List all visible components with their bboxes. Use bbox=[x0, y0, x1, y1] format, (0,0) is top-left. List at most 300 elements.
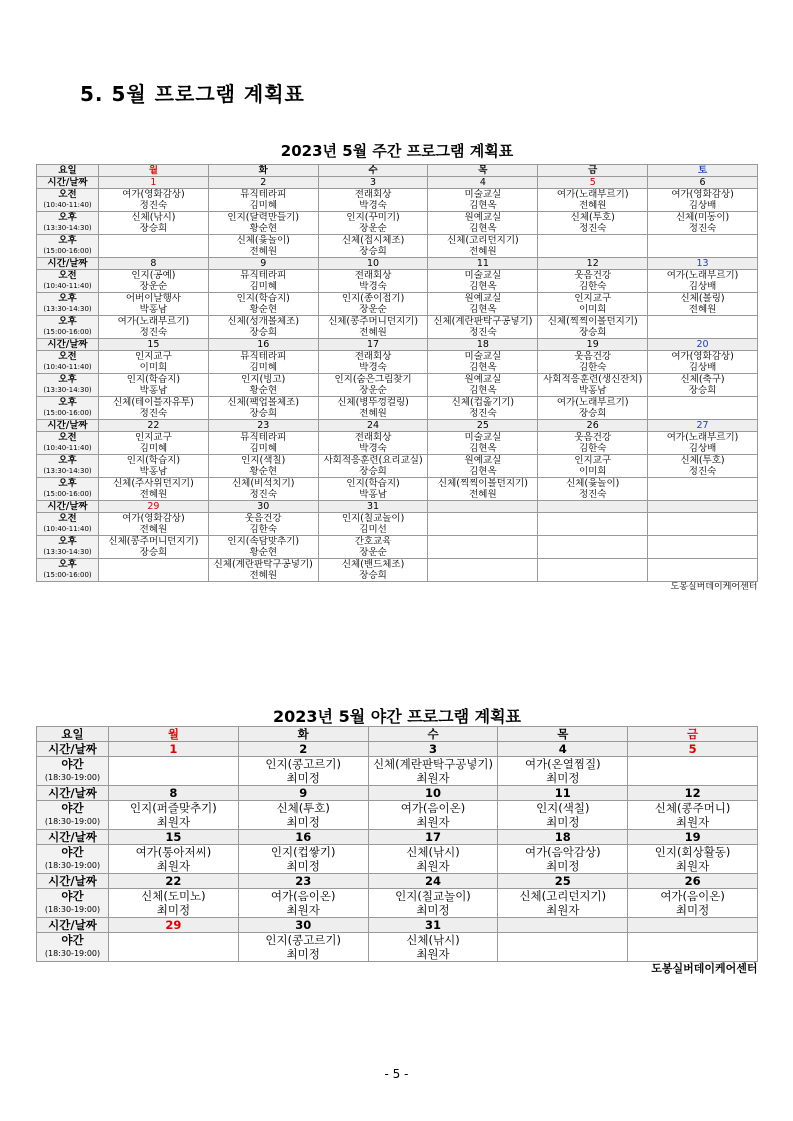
program-name: 여가(노래부르기) bbox=[648, 432, 758, 444]
program-row bbox=[37, 212, 758, 224]
staff-name: 김현옥 bbox=[428, 223, 538, 235]
staff-row bbox=[37, 859, 758, 874]
program-name: 인지(달력만들기) bbox=[208, 212, 318, 224]
program-name: 원예교실 bbox=[428, 455, 538, 467]
program-name bbox=[628, 933, 758, 948]
slot-label: 오후 bbox=[37, 478, 99, 490]
staff-row bbox=[37, 570, 758, 582]
slot-label: 야간 bbox=[37, 845, 109, 860]
staff-name: 장승희 bbox=[318, 570, 428, 582]
staff-name: 전혜원 bbox=[318, 408, 428, 420]
program-name bbox=[648, 536, 758, 548]
staff-row bbox=[37, 771, 758, 786]
staff-name bbox=[538, 547, 648, 559]
date-cell: 23 bbox=[238, 874, 368, 889]
staff-name: 최미정 bbox=[238, 859, 368, 874]
program-name: 신체(투호) bbox=[648, 455, 758, 467]
date-row-label: 시간/날짜 bbox=[37, 874, 109, 889]
program-name: 인지교구 bbox=[538, 293, 648, 305]
day-program-table bbox=[36, 164, 758, 593]
staff-name: 김현옥 bbox=[428, 200, 538, 212]
program-row bbox=[37, 316, 758, 328]
staff-name bbox=[538, 246, 648, 258]
staff-name: 박홍남 bbox=[99, 304, 209, 316]
slot-time: (13:30-14:30) bbox=[37, 547, 99, 559]
staff-name: 황순현 bbox=[208, 304, 318, 316]
slot-label: 오후 bbox=[37, 212, 99, 224]
staff-name: 최원자 bbox=[109, 859, 239, 874]
program-name: 미술교실 bbox=[428, 351, 538, 363]
staff-name: 전혜원 bbox=[428, 246, 538, 258]
slot-time: (15:00-16:00) bbox=[37, 327, 99, 339]
date-cell: 11 bbox=[428, 258, 538, 270]
program-row bbox=[37, 478, 758, 490]
slot-label: 오후 bbox=[37, 316, 99, 328]
program-row bbox=[37, 432, 758, 444]
date-cell: 23 bbox=[208, 420, 318, 432]
staff-name: 장승희 bbox=[648, 385, 758, 397]
program-name bbox=[99, 235, 209, 247]
date-row bbox=[37, 742, 758, 757]
date-cell: 6 bbox=[648, 177, 758, 189]
program-row bbox=[37, 757, 758, 772]
staff-name: 정진숙 bbox=[99, 200, 209, 212]
program-name: 여가(온열찜질) bbox=[498, 757, 628, 772]
staff-name: 최미정 bbox=[109, 903, 239, 918]
staff-name bbox=[648, 246, 758, 258]
date-cell: 1 bbox=[109, 742, 239, 757]
staff-name: 장승희 bbox=[208, 327, 318, 339]
date-cell: 4 bbox=[428, 177, 538, 189]
staff-name bbox=[109, 771, 239, 786]
date-row-label: 시간/날짜 bbox=[37, 501, 99, 513]
slot-label: 오후 bbox=[37, 536, 99, 548]
staff-name: 김미혜 bbox=[208, 362, 318, 374]
program-name: 여가(노래부르기) bbox=[99, 316, 209, 328]
staff-row bbox=[37, 903, 758, 918]
program-row bbox=[37, 351, 758, 363]
date-row-label: 시간/날짜 bbox=[37, 420, 99, 432]
program-name: 미술교실 bbox=[428, 189, 538, 201]
date-cell: 8 bbox=[109, 786, 239, 801]
program-name: 신체(투호) bbox=[538, 212, 648, 224]
program-name: 여가(노래부르기) bbox=[538, 397, 648, 409]
date-cell: 18 bbox=[498, 830, 628, 845]
staff-name: 이미희 bbox=[538, 304, 648, 316]
program-name bbox=[648, 316, 758, 328]
staff-name: 장운순 bbox=[318, 223, 428, 235]
staff-name bbox=[109, 947, 239, 962]
program-name: 신체(윷놀이) bbox=[208, 235, 318, 247]
staff-name: 정진숙 bbox=[428, 408, 538, 420]
staff-name: 장승희 bbox=[538, 408, 648, 420]
program-name: 신체(밴드체조) bbox=[318, 559, 428, 571]
night-table-title: 2023년 5월 야간 프로그램 계획표 bbox=[273, 707, 521, 726]
slot-time: (18:30-19:00) bbox=[37, 903, 109, 918]
date-cell: 15 bbox=[99, 339, 209, 351]
program-name: 인지(학습지) bbox=[99, 374, 209, 386]
date-cell: 15 bbox=[109, 830, 239, 845]
program-name: 신체(계란판탁구공넣기) bbox=[428, 316, 538, 328]
slot-time: (10:40-11:40) bbox=[37, 281, 99, 293]
staff-row bbox=[37, 362, 758, 374]
program-name bbox=[628, 757, 758, 772]
staff-row bbox=[37, 524, 758, 536]
program-name bbox=[428, 559, 538, 571]
staff-name: 정진숙 bbox=[428, 327, 538, 339]
date-row bbox=[37, 918, 758, 933]
date-cell: 18 bbox=[428, 339, 538, 351]
slot-time: (15:00-16:00) bbox=[37, 489, 99, 501]
program-name: 여가(영화감상) bbox=[99, 189, 209, 201]
date-cell: 30 bbox=[208, 501, 318, 513]
weekday-header: 화 bbox=[238, 727, 368, 742]
date-row-label: 시간/날짜 bbox=[37, 339, 99, 351]
staff-name: 김한숙 bbox=[538, 362, 648, 374]
program-name: 인지(공예) bbox=[99, 270, 209, 282]
staff-name bbox=[628, 771, 758, 786]
slot-time: (18:30-19:00) bbox=[37, 859, 109, 874]
program-name: 신체(찍찍이볼던지기) bbox=[428, 478, 538, 490]
staff-row bbox=[37, 408, 758, 420]
staff-row bbox=[37, 304, 758, 316]
program-name: 여가(음이온) bbox=[628, 889, 758, 904]
page-number: - 5 - bbox=[384, 1067, 409, 1081]
staff-name: 박홍남 bbox=[318, 489, 428, 501]
staff-name: 최미정 bbox=[628, 903, 758, 918]
program-name: 미술교실 bbox=[428, 432, 538, 444]
program-name: 인지(회상활동) bbox=[628, 845, 758, 860]
program-name bbox=[648, 559, 758, 571]
slot-time: (15:00-16:00) bbox=[37, 408, 99, 420]
date-cell: 10 bbox=[368, 786, 498, 801]
date-row-label: 시간/날짜 bbox=[37, 742, 109, 757]
slot-time: (15:00-16:00) bbox=[37, 246, 99, 258]
weekday-header: 금 bbox=[538, 165, 648, 177]
staff-name: 최미정 bbox=[498, 771, 628, 786]
program-name: 인지(속담맞추기) bbox=[208, 536, 318, 548]
staff-name: 김현옥 bbox=[428, 466, 538, 478]
program-name: 웃음건강 bbox=[538, 432, 648, 444]
program-name: 뮤직테라피 bbox=[208, 432, 318, 444]
weekday-header-row bbox=[37, 727, 758, 742]
slot-label: 오전 bbox=[37, 513, 99, 525]
date-cell: 2 bbox=[238, 742, 368, 757]
staff-name: 이미희 bbox=[538, 466, 648, 478]
program-name: 신체(투호) bbox=[238, 801, 368, 816]
weekday-header: 목 bbox=[498, 727, 628, 742]
date-row bbox=[37, 501, 758, 513]
date-row bbox=[37, 786, 758, 801]
staff-name: 김미혜 bbox=[208, 443, 318, 455]
staff-name: 정진숙 bbox=[208, 489, 318, 501]
staff-name: 황순현 bbox=[208, 466, 318, 478]
date-cell: 8 bbox=[99, 258, 209, 270]
staff-name: 최미정 bbox=[498, 815, 628, 830]
date-cell: 11 bbox=[498, 786, 628, 801]
staff-row bbox=[37, 200, 758, 212]
program-name: 신체(축구) bbox=[648, 374, 758, 386]
program-name: 인지(학습지) bbox=[318, 478, 428, 490]
staff-name bbox=[498, 947, 628, 962]
footer-row bbox=[37, 962, 758, 977]
staff-name: 황순현 bbox=[208, 547, 318, 559]
program-name bbox=[648, 235, 758, 247]
program-name: 신체(고리던지기) bbox=[498, 889, 628, 904]
program-name: 인지(색칠) bbox=[498, 801, 628, 816]
program-name: 신체(볼링) bbox=[648, 293, 758, 305]
weekday-header: 토 bbox=[648, 165, 758, 177]
weekday-header: 수 bbox=[318, 165, 428, 177]
program-row bbox=[37, 889, 758, 904]
date-cell: 5 bbox=[538, 177, 648, 189]
date-row bbox=[37, 339, 758, 351]
staff-name: 김미혜 bbox=[208, 200, 318, 212]
date-cell: 26 bbox=[628, 874, 758, 889]
staff-row bbox=[37, 246, 758, 258]
program-name: 전래회상 bbox=[318, 270, 428, 282]
slot-label: 오후 bbox=[37, 374, 99, 386]
staff-row bbox=[37, 489, 758, 501]
staff-name bbox=[648, 408, 758, 420]
date-cell: 19 bbox=[628, 830, 758, 845]
program-name: 인지(꾸미기) bbox=[318, 212, 428, 224]
date-row-label: 시간/날짜 bbox=[37, 177, 99, 189]
staff-name: 최원자 bbox=[368, 947, 498, 962]
slot-label: 오전 bbox=[37, 351, 99, 363]
program-name: 인지(칠교놀이) bbox=[368, 889, 498, 904]
program-name bbox=[498, 933, 628, 948]
date-cell: 17 bbox=[368, 830, 498, 845]
staff-name bbox=[428, 570, 538, 582]
program-name: 신체(낚시) bbox=[368, 845, 498, 860]
program-name: 전래회상 bbox=[318, 432, 428, 444]
staff-name: 최원자 bbox=[109, 815, 239, 830]
date-cell: 9 bbox=[238, 786, 368, 801]
slot-label: 오전 bbox=[37, 270, 99, 282]
staff-name bbox=[538, 570, 648, 582]
staff-name: 장승희 bbox=[99, 223, 209, 235]
staff-name: 박경숙 bbox=[318, 200, 428, 212]
staff-name: 전혜원 bbox=[99, 524, 209, 536]
staff-name: 최미정 bbox=[238, 771, 368, 786]
staff-name bbox=[428, 524, 538, 536]
staff-name: 전혜원 bbox=[648, 304, 758, 316]
staff-name bbox=[648, 547, 758, 559]
staff-name: 전혜원 bbox=[538, 200, 648, 212]
slot-time: (10:40-11:40) bbox=[37, 200, 99, 212]
date-cell: 24 bbox=[368, 874, 498, 889]
staff-name: 박홍남 bbox=[99, 385, 209, 397]
staff-name: 김미혜 bbox=[208, 281, 318, 293]
program-name: 신체(도미노) bbox=[109, 889, 239, 904]
program-name: 인지(학습지) bbox=[208, 293, 318, 305]
date-cell: 9 bbox=[208, 258, 318, 270]
slot-label: 오후 bbox=[37, 397, 99, 409]
date-cell bbox=[428, 501, 538, 513]
program-name: 어버이날행사 bbox=[99, 293, 209, 305]
program-name bbox=[648, 513, 758, 525]
slot-time: (18:30-19:00) bbox=[37, 947, 109, 962]
staff-name: 전혜원 bbox=[99, 489, 209, 501]
staff-name: 김미혜 bbox=[99, 443, 209, 455]
program-row bbox=[37, 455, 758, 467]
staff-name bbox=[648, 327, 758, 339]
weekday-header: 수 bbox=[368, 727, 498, 742]
program-name: 신체(찍찍이볼던지기) bbox=[538, 316, 648, 328]
staff-name: 전혜원 bbox=[208, 570, 318, 582]
date-cell: 22 bbox=[109, 874, 239, 889]
staff-name: 장승희 bbox=[208, 408, 318, 420]
date-cell: 27 bbox=[648, 420, 758, 432]
staff-row bbox=[37, 947, 758, 962]
program-name: 전래회상 bbox=[318, 351, 428, 363]
staff-name: 장승희 bbox=[538, 327, 648, 339]
program-name: 신체(콩주머니던지기) bbox=[99, 536, 209, 548]
program-name bbox=[648, 478, 758, 490]
program-name: 여가(노래부르기) bbox=[538, 189, 648, 201]
slot-time: (10:40-11:40) bbox=[37, 443, 99, 455]
staff-name: 김현옥 bbox=[428, 443, 538, 455]
date-cell: 31 bbox=[368, 918, 498, 933]
center-name: 도봉실버데이케어센터 bbox=[670, 582, 758, 592]
date-cell: 29 bbox=[109, 918, 239, 933]
staff-name: 박경숙 bbox=[318, 281, 428, 293]
program-row bbox=[37, 293, 758, 305]
staff-name: 황순현 bbox=[208, 223, 318, 235]
staff-name bbox=[428, 547, 538, 559]
date-cell: 19 bbox=[538, 339, 648, 351]
section-heading: 5. 5월 프로그램 계획표 bbox=[80, 82, 305, 106]
program-name: 인지(숨은그림찾기 bbox=[318, 374, 428, 386]
date-row-label: 시간/날짜 bbox=[37, 786, 109, 801]
slot-time: (10:40-11:40) bbox=[37, 524, 99, 536]
staff-name: 김한숙 bbox=[538, 281, 648, 293]
date-cell: 31 bbox=[318, 501, 428, 513]
program-name: 뮤직테라피 bbox=[208, 270, 318, 282]
date-cell: 16 bbox=[208, 339, 318, 351]
staff-name: 전혜원 bbox=[428, 489, 538, 501]
program-name: 신체(비석치기) bbox=[208, 478, 318, 490]
staff-name: 최원자 bbox=[628, 859, 758, 874]
staff-name: 최원자 bbox=[628, 815, 758, 830]
program-name: 신체(윷놀이) bbox=[538, 478, 648, 490]
date-cell: 25 bbox=[498, 874, 628, 889]
slot-label: 야간 bbox=[37, 757, 109, 772]
staff-name bbox=[648, 570, 758, 582]
program-name: 신체(낚시) bbox=[99, 212, 209, 224]
date-row bbox=[37, 177, 758, 189]
staff-row bbox=[37, 327, 758, 339]
slot-label: 오전 bbox=[37, 432, 99, 444]
staff-name: 최미정 bbox=[238, 815, 368, 830]
staff-name bbox=[648, 489, 758, 501]
staff-name: 김상배 bbox=[648, 281, 758, 293]
date-row bbox=[37, 830, 758, 845]
staff-name: 박홍남 bbox=[538, 385, 648, 397]
program-name: 신체(팩업볼체조) bbox=[208, 397, 318, 409]
program-name: 여가(음이온) bbox=[238, 889, 368, 904]
program-name: 여가(영화감상) bbox=[99, 513, 209, 525]
date-cell: 13 bbox=[648, 258, 758, 270]
date-cell: 4 bbox=[498, 742, 628, 757]
program-name: 뮤직테라피 bbox=[208, 351, 318, 363]
program-name: 신체(콩주머니던지기) bbox=[318, 316, 428, 328]
program-name: 웃음건강 bbox=[208, 513, 318, 525]
program-name: 신체(주사위던지기) bbox=[99, 478, 209, 490]
staff-name: 김한숙 bbox=[538, 443, 648, 455]
program-row bbox=[37, 374, 758, 386]
program-name bbox=[538, 513, 648, 525]
program-name bbox=[109, 757, 239, 772]
program-name: 인지(칠교놀이) bbox=[318, 513, 428, 525]
staff-name: 최원자 bbox=[498, 903, 628, 918]
weekday-header: 월 bbox=[99, 165, 209, 177]
staff-row bbox=[37, 443, 758, 455]
program-name: 뮤직테라피 bbox=[208, 189, 318, 201]
program-name bbox=[109, 933, 239, 948]
date-cell bbox=[628, 918, 758, 933]
slot-label: 오후 bbox=[37, 559, 99, 571]
slot-label: 오후 bbox=[37, 455, 99, 467]
date-cell: 2 bbox=[208, 177, 318, 189]
program-name: 여가(음악감상) bbox=[498, 845, 628, 860]
program-name: 원예교실 bbox=[428, 293, 538, 305]
slot-time: (13:30-14:30) bbox=[37, 304, 99, 316]
staff-row bbox=[37, 547, 758, 559]
program-name bbox=[428, 536, 538, 548]
slot-label: 야간 bbox=[37, 933, 109, 948]
program-name: 신체(고리던지기) bbox=[428, 235, 538, 247]
footer-row bbox=[37, 582, 758, 594]
program-name: 신체(계란판탁구공넣기) bbox=[368, 757, 498, 772]
staff-name: 최원자 bbox=[368, 771, 498, 786]
date-cell: 12 bbox=[538, 258, 648, 270]
program-name: 여가(음이온) bbox=[368, 801, 498, 816]
staff-row bbox=[37, 815, 758, 830]
staff-name: 최원자 bbox=[238, 903, 368, 918]
program-name: 인지(학습지) bbox=[99, 455, 209, 467]
staff-name: 정진숙 bbox=[538, 223, 648, 235]
program-name: 신체(테이블자유투) bbox=[99, 397, 209, 409]
program-name: 원예교실 bbox=[428, 374, 538, 386]
staff-name: 김현옥 bbox=[428, 362, 538, 374]
program-name: 신체(미동이) bbox=[648, 212, 758, 224]
slot-label: 야간 bbox=[37, 889, 109, 904]
program-name: 신체(접시체조) bbox=[318, 235, 428, 247]
slot-time: (10:40-11:40) bbox=[37, 362, 99, 374]
program-name: 사회적응훈련(요리교실) bbox=[318, 455, 428, 467]
staff-name: 김현옥 bbox=[428, 304, 538, 316]
date-cell bbox=[498, 918, 628, 933]
staff-name: 최미정 bbox=[498, 859, 628, 874]
date-cell: 25 bbox=[428, 420, 538, 432]
staff-name: 김상배 bbox=[648, 200, 758, 212]
date-row bbox=[37, 258, 758, 270]
program-name bbox=[648, 397, 758, 409]
staff-name: 정진숙 bbox=[99, 327, 209, 339]
staff-name: 박홍남 bbox=[99, 466, 209, 478]
program-name: 여가(영화감상) bbox=[648, 351, 758, 363]
program-name: 인지교구 bbox=[538, 455, 648, 467]
weekday-header-label: 요일 bbox=[37, 165, 99, 177]
program-name: 인지(퍼즐맞추기) bbox=[109, 801, 239, 816]
date-cell bbox=[538, 501, 648, 513]
date-cell: 3 bbox=[368, 742, 498, 757]
staff-name: 최미정 bbox=[368, 903, 498, 918]
slot-time: (15:00-16:00) bbox=[37, 570, 99, 582]
weekday-header-row bbox=[37, 165, 758, 177]
